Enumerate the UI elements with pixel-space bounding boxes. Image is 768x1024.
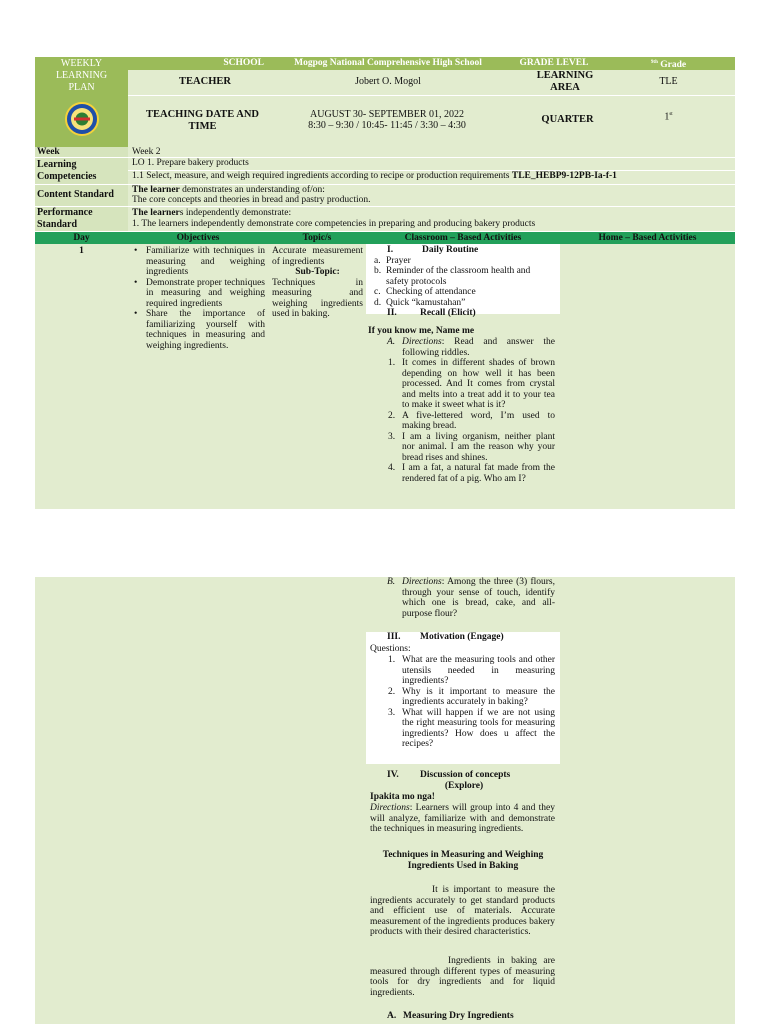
area-value: TLE bbox=[659, 76, 678, 87]
week-label: Week bbox=[37, 147, 60, 157]
routine-item: c. Checking of attendance bbox=[374, 287, 476, 297]
routine-item: a. Prayer bbox=[374, 255, 411, 266]
riddle-item: 2. A five-lettered word, I’m used to making bread. bbox=[388, 410, 555, 431]
quarter-value: 1st bbox=[664, 111, 673, 123]
riddle-item: 1. It comes in different shades of brown depending on how well it has been processed. And It comes from crystal and melts into a treat add it to your tea to make it sweet what is it? bbox=[388, 358, 555, 410]
recall-subtitle: If you know me, Name me bbox=[368, 326, 475, 336]
ps-label: Performance Standard bbox=[37, 207, 93, 230]
week-value: Week 2 bbox=[132, 147, 161, 157]
question-item: 2. Why is it important to measure the ingredients accurately in baking? bbox=[388, 686, 555, 707]
classroom-activities-p1 bbox=[370, 245, 558, 319]
col-topics: Topic/s bbox=[302, 233, 332, 243]
objective-item: • Demonstrate proper techniques in measuring and weighing required ingredients bbox=[131, 278, 265, 310]
recall-body bbox=[370, 337, 555, 484]
directions-b: B. Directions: Among the three (3) flours, through your sense of touch, identify which one is bread, cake, and all-purpose flour? bbox=[387, 577, 555, 619]
discussion-tag: Ipakita mo nga! bbox=[370, 792, 435, 802]
riddle-item: 3. I am a living organism, neither plant nor animal. I am the reason why your bread rises and shines. bbox=[388, 431, 555, 463]
wlp-title: WEEKLY LEARNING PLAN bbox=[55, 58, 108, 93]
routine-item: b. Reminder of the classroom health and safety protocols bbox=[374, 266, 531, 287]
paragraph-2: Ingredients in baking are measured through different types of measuring tools for dry ingredients and for liquid ingredients. bbox=[370, 956, 555, 998]
col-classroom: Classroom – Based Activities bbox=[404, 233, 522, 243]
topic-text: Accurate measurement of ingredients bbox=[272, 246, 363, 267]
teacher-value: Jobert O. Mogol bbox=[355, 76, 421, 87]
teacher-label: TEACHER bbox=[179, 76, 231, 87]
subtopic-label: Sub-Topic: bbox=[295, 267, 340, 277]
topic-cell bbox=[272, 246, 363, 320]
question-item: 1. What are the measuring tools and other utensils needed in measuring ingredients? bbox=[388, 655, 555, 686]
discussion-directions: Directions: Learners will group into 4 and they will analyze, familiarize with and demonstrate the techniques in measuring ingredients. bbox=[370, 803, 555, 834]
school-value: Mogpog National Comprehensive High School bbox=[294, 58, 482, 68]
routine-item: d. Quick “kamustahan” bbox=[374, 297, 466, 308]
header-divider bbox=[128, 95, 735, 96]
lc-line-1: LO 1. Prepare bakery products bbox=[132, 158, 249, 168]
section-recall: II. Recall (Elicit) bbox=[387, 308, 476, 318]
col-home: Home – Based Activities bbox=[598, 233, 697, 243]
questions-label: Questions: bbox=[370, 644, 411, 654]
questions-list bbox=[370, 655, 555, 750]
riddle-item: 4. I am a fat, a natural fat made from the rendered fat of a pig. Who am I? bbox=[388, 463, 555, 484]
directions-a: A. Directions: Read and answer the following riddles. bbox=[387, 337, 555, 358]
col-objectives: Objectives bbox=[176, 233, 220, 243]
ps-line-2: 1. The learners independently demonstrate core competencies in preparing and producing bakery products bbox=[132, 219, 536, 229]
school-label: SCHOOL bbox=[223, 58, 264, 68]
cs-line-1: The learner demonstrates an understanding of/on: bbox=[132, 185, 325, 195]
ps-line-1: The learners independently demonstrate: bbox=[132, 208, 292, 218]
subtopic-text: Techniques in measuring and weighing ingredients used in baking. bbox=[272, 277, 363, 319]
area-label: LEARNING AREA bbox=[536, 70, 594, 93]
grade-value: $^{9th}$ Grade bbox=[650, 60, 687, 71]
discussion-heading: Techniques in Measuring and Weighing Ingredients Used in Baking bbox=[382, 850, 544, 871]
grade-label: GRADE LEVEL bbox=[519, 58, 589, 68]
lc-line-2: 1.1 Select, measure, and weigh required ingredients according to recipe or production requirements TLE_HEBP9-12PB-Ia-f-1 bbox=[132, 171, 617, 181]
objective-item: • Share the importance of familiarizing yourself with techniques in measuring and weighing ingredients. bbox=[131, 309, 265, 351]
lc-label: Learning Competencies bbox=[37, 159, 97, 182]
cs-line-2: The core concepts and theories in bread and pastry production. bbox=[132, 195, 371, 205]
paragraph-1: It is important to measure the ingredients accurately to get standard products and efficient use of materials. Accurate measurement of the ingredients produces bakery products with their desired characteristics. bbox=[370, 885, 555, 937]
date-line-2: 8:30 – 9:30 / 10:45- 11:45 / 3:30 – 4:30 bbox=[308, 120, 466, 131]
objectives-list bbox=[131, 246, 265, 351]
date-label: TEACHING DATE AND TIME bbox=[146, 109, 259, 132]
col-day: Day bbox=[73, 233, 90, 243]
section-daily-routine: I. Daily Routine bbox=[387, 245, 479, 255]
day-value: 1 bbox=[79, 246, 84, 256]
cs-label: Content Standard bbox=[37, 189, 114, 200]
date-line-1: AUGUST 30- SEPTEMBER 01, 2022 bbox=[310, 109, 464, 120]
question-item: 3. What will happen if we are not using the right measuring tools for measuring ingredients? How does u affect the recipes? bbox=[388, 707, 555, 749]
objective-item: • Familiarize with techniques in measuring and weighing ingredients bbox=[131, 246, 265, 278]
quarter-label: QUARTER bbox=[541, 114, 594, 125]
deped-seal-icon bbox=[65, 102, 99, 136]
discussion-sub: (Explore) bbox=[444, 781, 484, 791]
